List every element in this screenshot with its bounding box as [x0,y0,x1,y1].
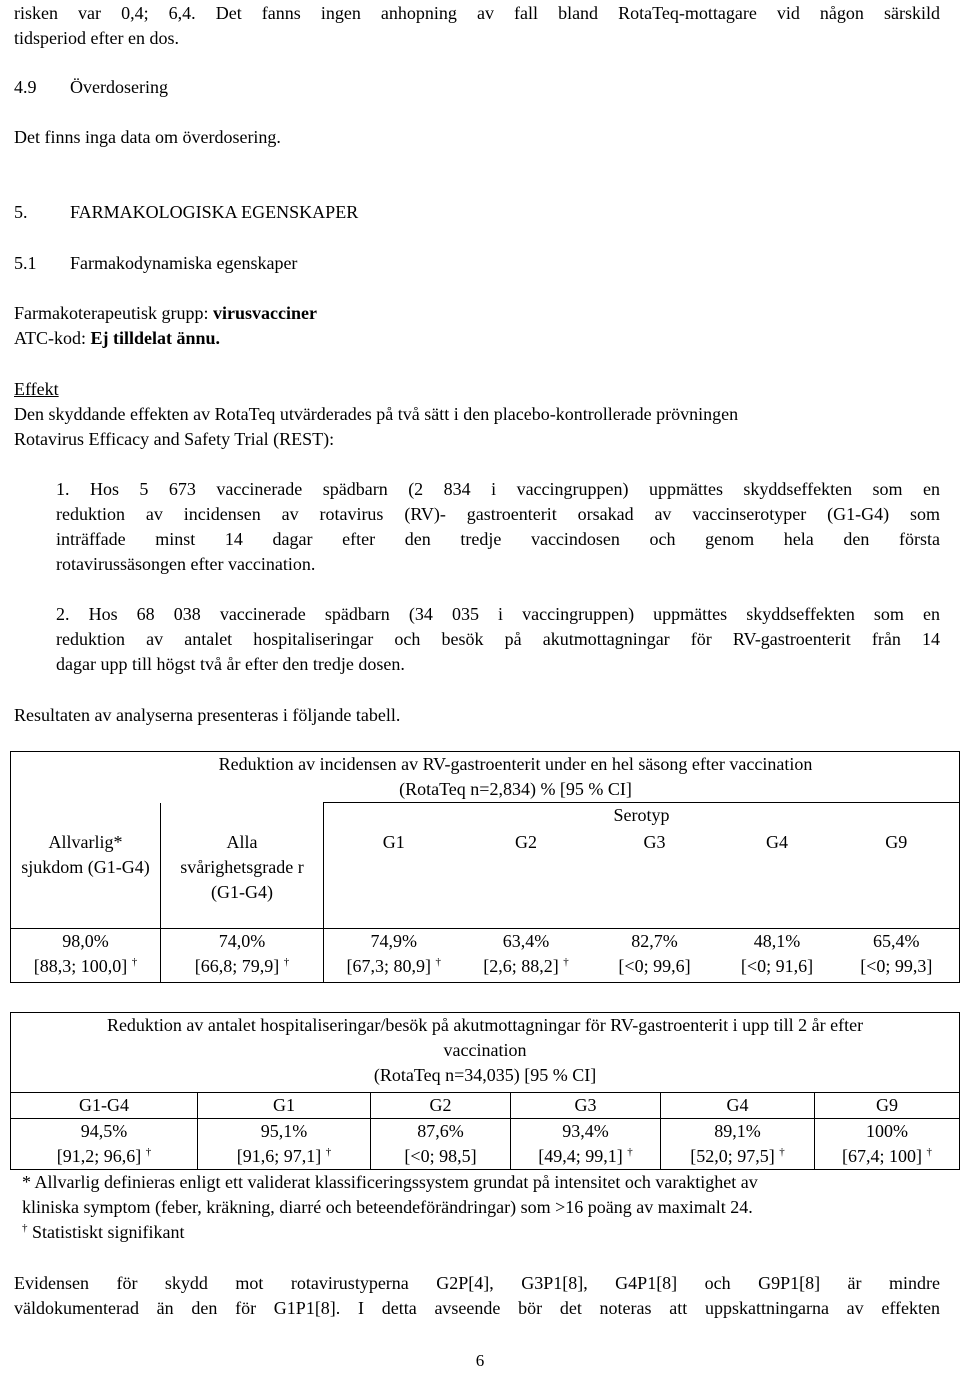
ci: [<0; 98,5] [404,1146,477,1166]
header-g2: G2 [371,1093,511,1119]
cell-g9 [815,1119,960,1170]
header-severe [11,828,161,928]
evidence-line-1: Evidensen för skydd mot rotavirustyperna G2P[4], G3P1[8], G4P1[8] och G9P1[8] är mindre [14,1273,940,1293]
cell-severe [11,928,161,982]
effekt-line-2: Rotavirus Efficacy and Safety Trial (REST): [14,429,335,449]
section-number: 5.1 [14,253,37,273]
intro-line-1: risken var 0,4; 6,4. Det fanns ingen anhopning av fall bland RotaTeq-mottagare vid någon särskild [14,3,940,23]
effekt-line-1: Den skyddande effekten av RotaTeq utvärderades på två sätt i den placebo-kontrollerade prövningen [14,404,739,424]
pharmacotherapeutic-group [14,301,940,326]
value: 95,1% [260,1121,308,1141]
dagger: † [22,1222,28,1234]
cell-g3 [589,928,721,982]
dagger: † [283,955,290,968]
section-5-1-heading [14,251,940,276]
ci: [<0; 91,6] [740,955,814,976]
cell-all [161,928,324,982]
serotyp-label: Serotyp [324,803,960,829]
atc-label: ATC-kod: [14,328,91,348]
header-g9: G9 [815,1093,960,1119]
dagger: † [145,1146,152,1158]
section-title: Farmakodynamiska egenskaper [70,253,298,273]
dagger: † [131,955,138,968]
results-intro: Resultaten av analyserna presenteras i följande tabell. [14,705,401,725]
dagger: † [779,1146,785,1158]
ci: [88,3; 100,0] [33,955,128,976]
header-serotype-g9: G9 [834,828,960,928]
ci: [67,3; 80,9] [346,955,431,976]
atc-code [14,326,940,351]
list-item-1-line-3: inträffade minst 14 dagar efter den tredje vaccindosen och genom hela den första [56,529,940,549]
header-g1: G1 [198,1093,371,1119]
ci: [66,8; 79,9] [194,955,280,976]
ci: [<0; 99,3] [860,955,933,976]
section-title: Överdosering [70,77,168,97]
ci: [<0; 99,6] [618,955,691,976]
dagger: † [563,955,569,968]
value: 65,4% [873,930,920,951]
list-item-1-line-4: rotavirussäsongen efter vaccination. [56,554,316,574]
efficacy-table-hospitalisation [10,1012,960,1170]
section-5-heading [14,200,940,225]
section-title: FARMAKOLOGISKA EGENSKAPER [70,202,359,222]
header-serotype-g3: G3 [589,828,721,928]
list-item-2-line-1: 2. Hos 68 038 vaccinerade spädbarn (34 035 i vaccingruppen) uppmättes skyddseffekten som en [56,604,940,624]
section-4-9-heading [14,75,940,100]
section-number: 5. [14,202,28,222]
header-severe-text: Allvarlig* sjukdom (G1-G4) [21,832,150,877]
value: 94,5% [80,1121,128,1141]
list-item-2-line-2: reduktion av antalet hospitaliseringar och besök på akutmottagningar för RV-gastroenterit från 14 [56,629,940,649]
ci: [52,0; 97,5] [690,1146,775,1166]
intro-line-2: tidsperiod efter en dos. [14,28,179,48]
header-serotype-g4: G4 [721,828,834,928]
table1-title [161,752,960,803]
header-all [161,828,324,928]
cell-g1-g4 [11,1119,198,1170]
value: 98,0% [62,930,109,951]
header-g1-g4: G1-G4 [11,1093,198,1119]
evidence-line-2: väldokumenterad än den för G1P1[8]. I detta avseende bör det noteras att uppskattningarna av effekten [14,1298,940,1318]
effekt-heading [14,377,940,402]
dagger: † [926,1146,933,1158]
value: 82,7% [631,930,678,951]
cell-g1 [324,928,464,982]
ci: [91,6; 97,1] [236,1146,322,1166]
table1-title-line-2: (RotaTeq n=2,834) % [95 % CI] [399,779,632,799]
ci: [67,4; 100] [842,1146,923,1166]
effekt-heading-text: Effekt [14,379,59,399]
cell-g9 [834,928,960,982]
cell-g3 [511,1119,661,1170]
table2-title-line-2: vaccination [443,1040,527,1060]
header-serotype-g1: G1 [324,828,464,928]
header-g4: G4 [661,1093,815,1119]
value: 63,4% [502,930,550,951]
value: 89,1% [714,1121,761,1141]
group-value: virusvacciner [212,303,317,323]
section-number: 4.9 [14,77,37,97]
header-serotype-g2: G2 [464,828,589,928]
overdose-text: Det finns inga data om överdosering. [14,127,281,147]
cell-g4 [721,928,834,982]
efficacy-table-season [10,751,960,983]
table2-title-line-3: (RotaTeq n=34,035) [95 % CI] [373,1065,597,1085]
group-label: Farmakoterapeutisk grupp: [14,303,213,323]
page-number: 6 [475,1351,485,1370]
ci: [91,2; 96,6] [56,1146,142,1166]
atc-value: Ej tilldelat ännu. [90,328,221,348]
dagger: † [627,1146,633,1158]
list-item-1-line-1: 1. Hos 5 673 vaccinerade spädbarn (2 834 i vaccingruppen) uppmättes skyddseffekten som en [56,479,940,499]
ci: [2,6; 88,2] [483,955,559,976]
value: 93,4% [562,1121,609,1141]
list-item-1-line-2: reduktion av incidensen av rotavirus (RV)- gastroenterit orsakad av vaccinserotyper (G1-G4) som [56,504,940,524]
value: 74,0% [218,930,266,951]
footnote-dagger-text: Statistiskt signifikant [27,1222,185,1242]
footnote-star-line-1: * Allvarlig definieras enligt ett validerat klassificeringssystem grundat på intensitet och varaktighet av [22,1172,758,1192]
table2-title [11,1013,960,1093]
value: 74,9% [370,930,417,951]
table1-title-line-1: Reduktion av incidensen av RV-gastroenterit under en hel säsong efter vaccination [218,754,813,774]
ci: [49,4; 99,1] [538,1146,623,1166]
header-g3: G3 [511,1093,661,1119]
value: 87,6% [417,1121,464,1141]
cell-g1 [198,1119,371,1170]
dagger: † [435,955,441,968]
cell-g2 [371,1119,511,1170]
footnote-star-line-2: kliniska symptom (feber, kräkning, diarré och beteendeförändringar) som >16 poäng av maximalt 24. [22,1197,753,1217]
value: 48,1% [753,930,801,951]
footnote-dagger [22,1220,940,1245]
list-item-2-line-3: dagar upp till högst två år efter den tredje dosen. [56,654,405,674]
dagger: † [325,1146,332,1158]
header-all-text: Alla svårighetsgrade r (G1-G4) [180,832,304,902]
cell-g2 [464,928,589,982]
value: 100% [866,1121,909,1141]
cell-g4 [661,1119,815,1170]
table2-title-line-1: Reduktion av antalet hospitaliseringar/besök på akutmottagningar för RV-gastroenterit i upp till 2 år efter [106,1015,864,1035]
